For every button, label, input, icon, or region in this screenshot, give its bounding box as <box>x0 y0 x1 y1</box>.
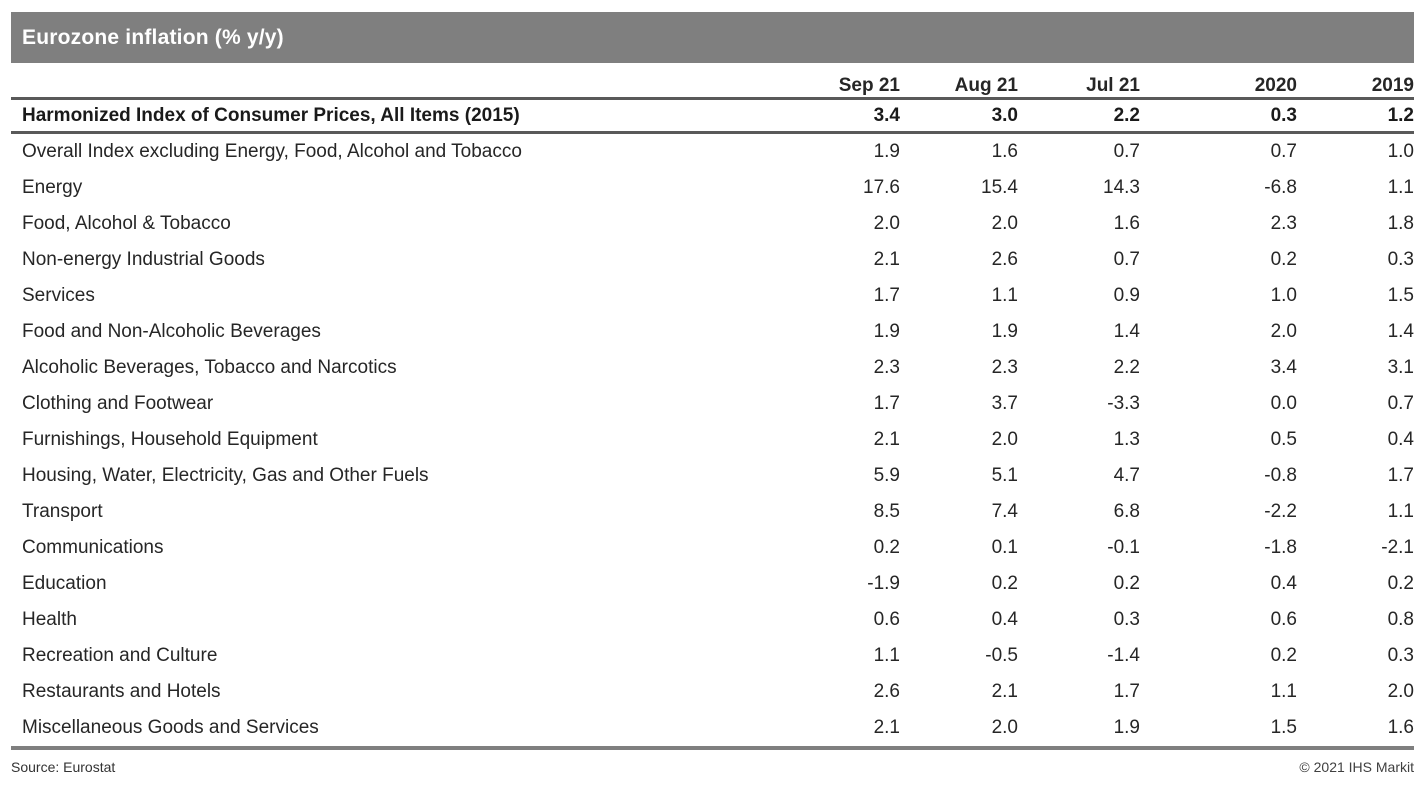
row-value: 0.3 <box>1387 249 1414 270</box>
source-note: Source: Eurostat <box>11 759 116 775</box>
row-value: 1.0 <box>1270 285 1297 306</box>
row-value: 2.0 <box>991 429 1018 450</box>
row-value: -2.2 <box>1264 501 1297 522</box>
row-value: 2.6 <box>991 249 1018 270</box>
row-value: 5.1 <box>991 465 1018 486</box>
table-row <box>11 566 1414 602</box>
row-value: 1.7 <box>873 393 900 414</box>
row-value: 17.6 <box>863 177 900 198</box>
row-value: 1.6 <box>1113 213 1140 234</box>
row-value: 1.5 <box>1387 285 1414 306</box>
row-value: 0.1 <box>991 537 1018 558</box>
table-row <box>11 133 1414 171</box>
row-value: 1.6 <box>1387 717 1414 738</box>
row-value: 0.2 <box>873 537 900 558</box>
row-value: 14.3 <box>1103 177 1140 198</box>
inflation-table <box>11 68 1414 750</box>
row-value: 2.2 <box>1113 357 1140 378</box>
row-label: Alcoholic Beverages, Tobacco and Narcotics <box>22 357 397 378</box>
column-header-2019: 2019 <box>1371 75 1414 96</box>
table-row <box>11 638 1414 674</box>
row-value: 1.4 <box>1387 321 1414 342</box>
row-value: 2.1 <box>873 249 900 270</box>
row-value: 2.1 <box>873 717 900 738</box>
row-label: Miscellaneous Goods and Services <box>22 717 319 738</box>
row-value: 2.3 <box>1270 213 1297 234</box>
row-label: Recreation and Culture <box>22 645 218 666</box>
column-header-empty <box>11 68 780 99</box>
row-value: 0.7 <box>1113 249 1140 270</box>
row-value: -0.8 <box>1264 465 1297 486</box>
row-label: Transport <box>22 501 103 522</box>
row-value: 0.7 <box>1270 141 1297 162</box>
column-header-jul-21: Jul 21 <box>1086 75 1140 96</box>
row-value: 1.3 <box>1113 429 1140 450</box>
row-label: Food and Non-Alcoholic Beverages <box>22 321 321 342</box>
row-value: 7.4 <box>991 501 1018 522</box>
table-row <box>11 710 1414 748</box>
row-value: 2.0 <box>873 213 900 234</box>
row-label: Food, Alcohol & Tobacco <box>22 213 231 234</box>
row-value: 0.5 <box>1270 429 1297 450</box>
column-header-row <box>11 68 1414 99</box>
column-header-aug-21: Aug 21 <box>954 75 1018 96</box>
row-value: 0.7 <box>1113 141 1140 162</box>
row-value: 1.7 <box>1113 681 1140 702</box>
table-title-bar <box>11 12 1414 63</box>
row-value: -1.9 <box>867 573 900 594</box>
row-value: 0.3 <box>1113 609 1140 630</box>
table-row <box>11 494 1414 530</box>
table-title: Eurozone inflation (% y/y) <box>22 25 284 49</box>
row-value: -2.1 <box>1381 537 1414 558</box>
row-value: 1.9 <box>1113 717 1140 738</box>
summary-row <box>11 99 1414 133</box>
row-value: 0.7 <box>1387 393 1414 414</box>
row-value: 0.6 <box>873 609 900 630</box>
row-value: 3.1 <box>1387 357 1414 378</box>
table-row <box>11 530 1414 566</box>
row-label: Communications <box>22 537 164 558</box>
column-header-sep-21: Sep 21 <box>838 75 900 96</box>
row-label: Services <box>22 285 95 306</box>
table-body <box>11 99 1414 749</box>
row-value: 1.1 <box>1387 501 1414 522</box>
row-label: Restaurants and Hotels <box>22 681 221 702</box>
row-label: Clothing and Footwear <box>22 393 214 414</box>
row-label: Harmonized Index of Consumer Prices, All Items (2015) <box>11 99 780 133</box>
row-value: 0.2 <box>1270 645 1297 666</box>
row-value: 1.7 <box>1387 465 1414 486</box>
row-value: 0.9 <box>1113 285 1140 306</box>
row-value: -6.8 <box>1264 177 1297 198</box>
row-value: 1.1 <box>1270 681 1297 702</box>
row-value: 3.7 <box>991 393 1018 414</box>
row-value: 6.8 <box>1113 501 1140 522</box>
row-value: 0.6 <box>1270 609 1297 630</box>
copyright-note: © 2021 IHS Markit <box>1299 759 1414 775</box>
row-value: 2.2 <box>1018 99 1140 133</box>
row-value: 0.2 <box>991 573 1018 594</box>
row-value: 1.1 <box>991 285 1018 306</box>
table-row <box>11 170 1414 206</box>
table-row <box>11 278 1414 314</box>
row-value: 2.0 <box>991 213 1018 234</box>
row-value: -1.8 <box>1264 537 1297 558</box>
row-label: Housing, Water, Electricity, Gas and Other Fuels <box>22 465 429 486</box>
row-value: 15.4 <box>981 177 1018 198</box>
row-value: 0.3 <box>1387 645 1414 666</box>
column-header-2020: 2020 <box>1254 75 1297 96</box>
row-value: 3.4 <box>780 99 900 133</box>
row-label: Health <box>22 609 77 630</box>
row-value: 1.4 <box>1113 321 1140 342</box>
row-value: 3.0 <box>900 99 1018 133</box>
row-value: 0.4 <box>1270 573 1297 594</box>
row-value: 0.4 <box>991 609 1018 630</box>
row-value: 0.4 <box>1387 429 1414 450</box>
table-row <box>11 458 1414 494</box>
row-value: -1.4 <box>1107 645 1140 666</box>
row-value: 1.9 <box>873 141 900 162</box>
row-value: 1.2 <box>1297 99 1414 133</box>
table-row <box>11 206 1414 242</box>
row-value: 1.9 <box>991 321 1018 342</box>
row-label: Non-energy Industrial Goods <box>22 249 265 270</box>
row-value: 0.8 <box>1387 609 1414 630</box>
row-value: 1.9 <box>873 321 900 342</box>
row-label: Energy <box>22 177 83 198</box>
row-value: 1.7 <box>873 285 900 306</box>
table-row <box>11 386 1414 422</box>
row-value: 8.5 <box>873 501 900 522</box>
row-label: Furnishings, Household Equipment <box>22 429 318 450</box>
row-value: 2.1 <box>991 681 1018 702</box>
table-row <box>11 602 1414 638</box>
row-value: 4.7 <box>1113 465 1140 486</box>
row-value: 1.0 <box>1387 141 1414 162</box>
row-value: 2.3 <box>991 357 1018 378</box>
table-header <box>11 68 1414 99</box>
row-value: 5.9 <box>873 465 900 486</box>
row-value: 0.2 <box>1113 573 1140 594</box>
row-value: 2.0 <box>991 717 1018 738</box>
row-value: -0.5 <box>985 645 1018 666</box>
table-footer <box>11 759 1414 775</box>
row-value: 3.4 <box>1270 357 1297 378</box>
row-label: Overall Index excluding Energy, Food, Alcohol and Tobacco <box>22 141 522 162</box>
row-value: 0.0 <box>1270 393 1297 414</box>
table-row <box>11 314 1414 350</box>
row-value: 2.1 <box>873 429 900 450</box>
table-row <box>11 422 1414 458</box>
row-value: 1.1 <box>1387 177 1414 198</box>
row-value: -0.1 <box>1107 537 1140 558</box>
row-value: -3.3 <box>1107 393 1140 414</box>
row-value: 1.5 <box>1270 717 1297 738</box>
row-value: 0.3 <box>1140 99 1297 133</box>
table-row <box>11 350 1414 386</box>
row-value: 1.1 <box>873 645 900 666</box>
row-value: 1.6 <box>991 141 1018 162</box>
row-value: 1.8 <box>1387 213 1414 234</box>
table-row <box>11 674 1414 710</box>
row-value: 0.2 <box>1270 249 1297 270</box>
row-value: 0.2 <box>1387 573 1414 594</box>
row-value: 2.0 <box>1270 321 1297 342</box>
row-value: 2.3 <box>873 357 900 378</box>
row-value: 2.6 <box>873 681 900 702</box>
table-row <box>11 242 1414 278</box>
row-value: 2.0 <box>1387 681 1414 702</box>
row-label: Education <box>22 573 107 594</box>
